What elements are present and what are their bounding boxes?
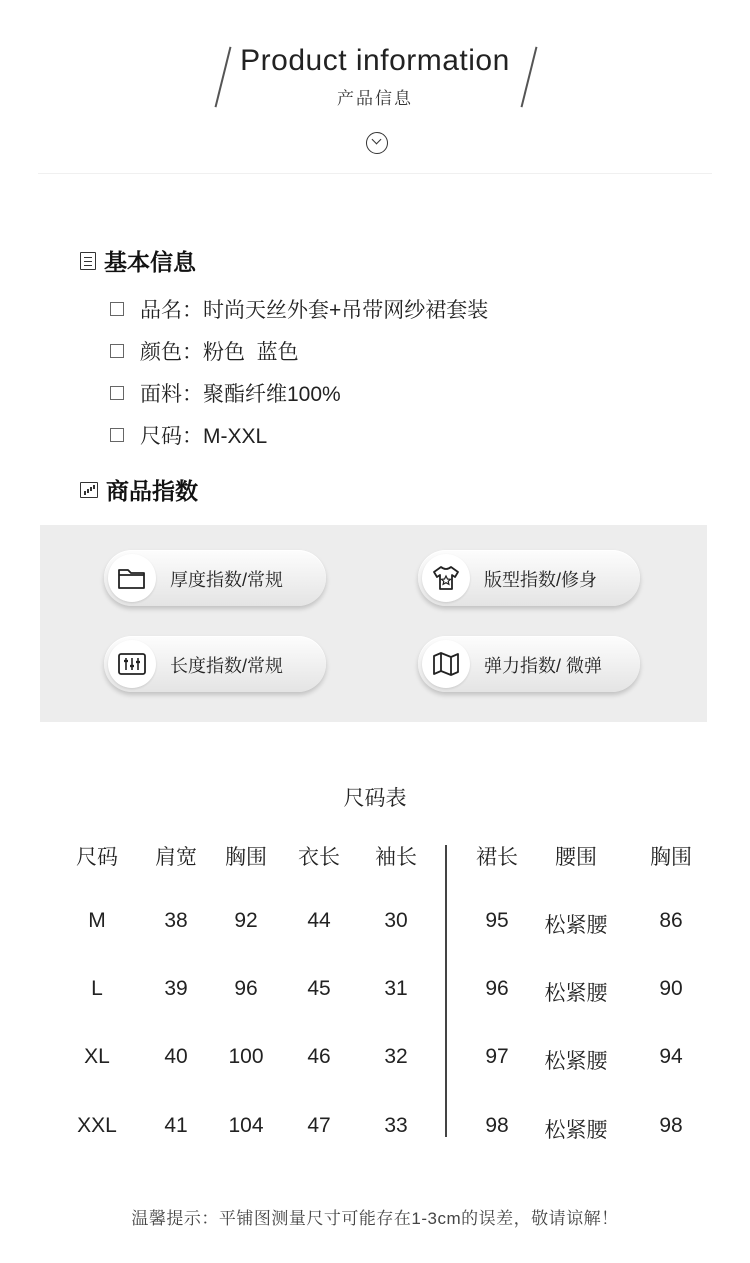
info-item-fabric	[110, 378, 341, 408]
table-cell: 松紧腰	[544, 1050, 608, 1073]
map-fold-icon	[422, 640, 470, 688]
table-header-cell: 腰围	[555, 846, 597, 869]
table-header-cell: 胸围	[225, 846, 267, 869]
checkbox-icon	[110, 428, 124, 442]
title-chinese: 产品信息	[337, 89, 413, 108]
title-english: Product information	[240, 44, 510, 77]
header-divider	[38, 173, 712, 174]
table-cell: 96	[234, 977, 258, 1000]
table-header-cell: 尺码	[76, 846, 118, 869]
table-cell: 33	[384, 1114, 408, 1137]
document-icon	[80, 252, 96, 270]
table-cell: 31	[384, 977, 408, 1000]
index-pill-length	[104, 636, 326, 692]
index-pill-thickness	[104, 550, 326, 606]
table-header-cell: 衣长	[298, 846, 340, 869]
pill-label: 厚度指数/常规	[170, 570, 284, 590]
table-cell: 松紧腰	[544, 914, 608, 937]
table-cell: 41	[164, 1114, 188, 1137]
index-pill-fit	[418, 550, 640, 606]
table-cell: 86	[659, 909, 683, 932]
table-cell: M	[88, 909, 106, 932]
table-cell: XXL	[77, 1114, 117, 1137]
checkbox-icon	[110, 386, 124, 400]
table-cell: 44	[307, 909, 331, 932]
size-table-title: 尺码表	[343, 787, 407, 810]
index-pill-elasticity	[418, 636, 640, 692]
table-cell: 46	[307, 1045, 331, 1068]
sliders-icon	[108, 640, 156, 688]
pill-label: 长度指数/常规	[170, 656, 284, 676]
info-item-color	[110, 336, 299, 366]
table-cell: 40	[164, 1045, 188, 1068]
table-cell: 100	[228, 1045, 264, 1068]
basic-info-heading-text: 基本信息	[104, 249, 196, 275]
table-header-cell: 袖长	[375, 846, 417, 869]
folder-icon	[108, 554, 156, 602]
table-cell: 98	[485, 1114, 509, 1137]
pill-label: 版型指数/修身	[484, 570, 598, 590]
table-cell: 39	[164, 977, 188, 1000]
table-cell: 38	[164, 909, 188, 932]
chevron-down-icon	[366, 132, 388, 154]
table-cell: XL	[84, 1045, 110, 1068]
table-cell: 98	[659, 1114, 683, 1137]
index-heading	[80, 473, 198, 506]
info-item-label: 品名：时尚天丝外套+吊带网纱裙套装	[140, 299, 489, 322]
table-cell: 47	[307, 1114, 331, 1137]
basic-info-heading	[80, 244, 196, 277]
table-cell: 30	[384, 909, 408, 932]
table-header-cell: 肩宽	[155, 846, 197, 869]
tshirt-icon	[422, 554, 470, 602]
bar-chart-icon	[80, 482, 98, 498]
table-cell: 45	[307, 977, 331, 1000]
measurement-note: 温馨提示：平铺图测量尺寸可能存在1-3cm的误差，敬请谅解！	[131, 1209, 619, 1228]
info-item-label: 颜色：粉色 蓝色	[140, 341, 299, 364]
table-cell: 97	[485, 1045, 509, 1068]
table-header-cell: 胸围	[650, 846, 692, 869]
table-cell: 96	[485, 977, 509, 1000]
info-item-name	[110, 294, 488, 324]
table-header-cell: 裙长	[476, 846, 518, 869]
checkbox-icon	[110, 344, 124, 358]
table-cell: 94	[659, 1045, 683, 1068]
info-item-size	[110, 420, 267, 450]
table-cell: 松紧腰	[544, 1119, 608, 1142]
checkbox-icon	[110, 302, 124, 316]
pill-label: 弹力指数/ 微弹	[484, 656, 603, 676]
table-cell: 92	[234, 909, 258, 932]
info-item-label: 尺码：M-XXL	[140, 425, 268, 448]
index-heading-text: 商品指数	[106, 478, 198, 504]
table-cell: 95	[485, 909, 509, 932]
table-cell: 104	[228, 1114, 264, 1137]
table-cell: 32	[384, 1045, 408, 1068]
table-cell: 90	[659, 977, 683, 1000]
info-item-label: 面料：聚酯纤维100%	[140, 383, 341, 406]
table-cell: 松紧腰	[544, 982, 608, 1005]
table-cell: L	[91, 977, 103, 1000]
